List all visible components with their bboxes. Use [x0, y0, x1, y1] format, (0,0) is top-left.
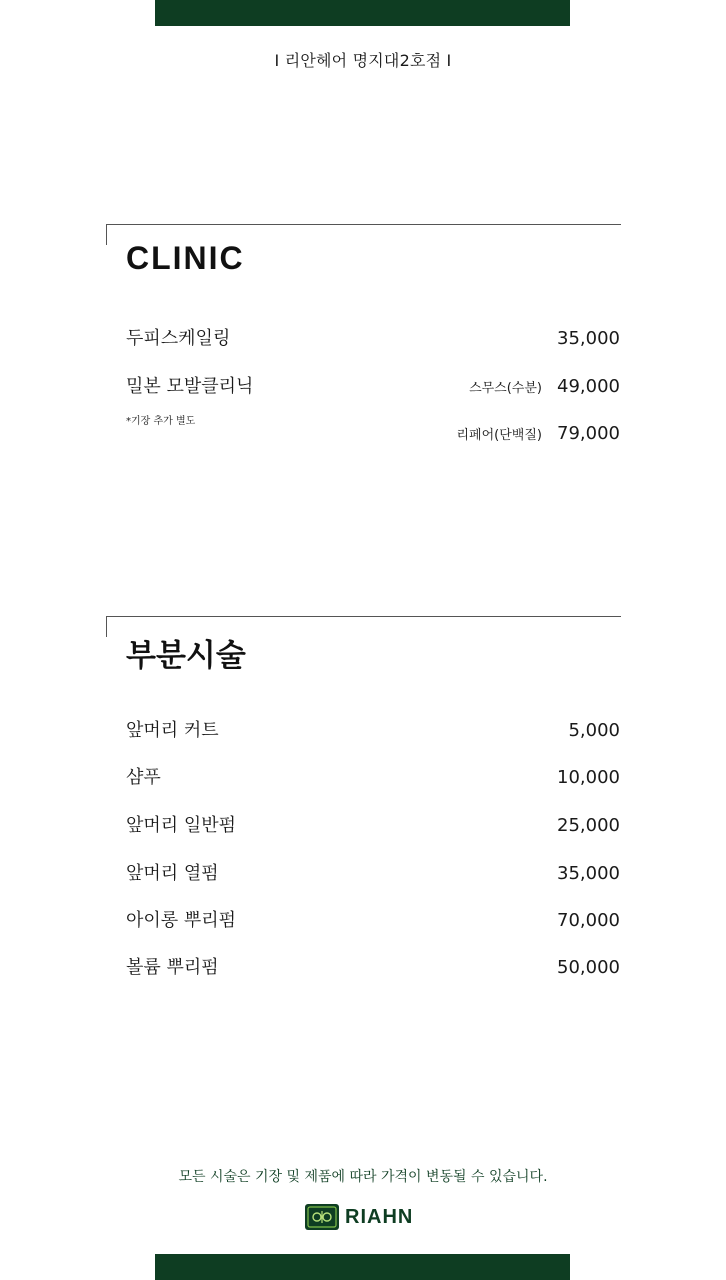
bottom-banner-bar — [155, 1254, 570, 1280]
service-price: 25,000 — [557, 815, 620, 836]
clinic-note: *기장 추가 별도 — [126, 416, 196, 427]
price-row — [126, 326, 620, 352]
store-name: I 리안헤어 명지대2호점 I — [274, 51, 452, 70]
price-row — [126, 955, 620, 981]
service-price: 79,000 — [557, 423, 620, 444]
partial-section-title: 부분시술 — [126, 638, 246, 674]
service-option: 스무스(수분) — [469, 381, 542, 396]
service-price: 70,000 — [557, 910, 620, 931]
price-row — [126, 421, 620, 447]
service-name: 밀본 모발클리닉 — [126, 376, 254, 397]
service-price: 10,000 — [557, 767, 620, 788]
riahn-logo — [305, 1203, 413, 1231]
service-price: 49,000 — [557, 376, 620, 397]
service-name: 볼륨 뿌리펌 — [126, 957, 219, 978]
riahn-emblem-icon — [305, 1204, 339, 1230]
service-name: 아이롱 뿌리펌 — [126, 910, 237, 931]
service-name: 앞머리 일반펌 — [126, 815, 237, 836]
service-option: 리페어(단백질) — [456, 428, 542, 443]
clinic-section-title: CLINIC — [126, 240, 245, 276]
service-price: 35,000 — [557, 328, 620, 349]
price-row — [126, 718, 620, 744]
service-price: 50,000 — [557, 957, 620, 978]
price-row — [126, 765, 620, 791]
price-disclaimer: 모든 시술은 기장 및 제품에 따라 가격이 변동될 수 있습니다. — [178, 1169, 548, 1185]
service-name: 샴푸 — [126, 767, 161, 788]
service-name: 앞머리 커트 — [126, 720, 219, 741]
service-name: 앞머리 열펌 — [126, 863, 219, 884]
price-row — [126, 908, 620, 934]
price-row — [126, 861, 620, 887]
service-name: 두피스케일링 — [126, 328, 231, 349]
logo-text: RIAHN — [345, 1205, 414, 1228]
service-price: 35,000 — [557, 863, 620, 884]
price-row — [126, 374, 620, 400]
service-price: 5,000 — [568, 720, 620, 741]
top-banner-bar — [155, 0, 570, 26]
price-row — [126, 813, 620, 839]
